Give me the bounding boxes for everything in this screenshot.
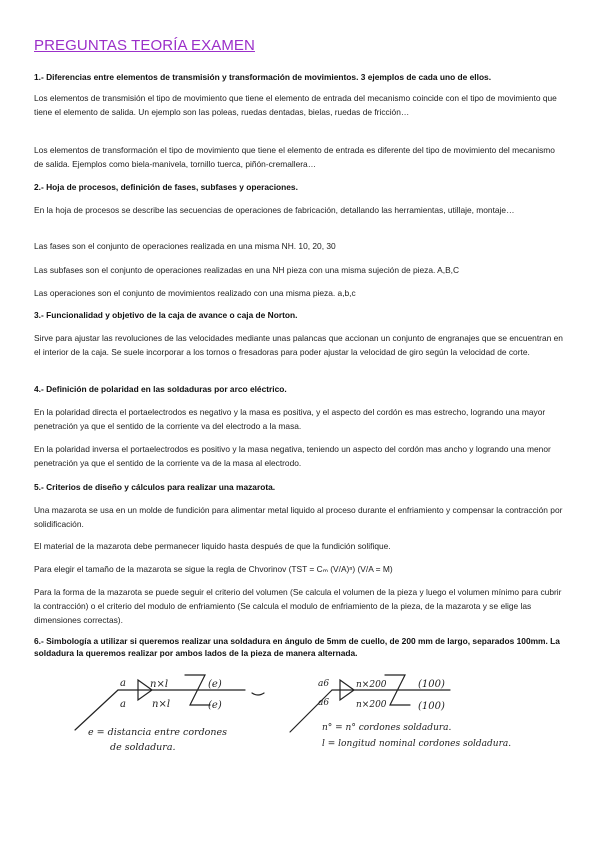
left-note-line-1: e = distancia entre cordones (88, 727, 227, 738)
question-4-heading: 4.- Definición de polaridad en las soldaduras por arco eléctrico. (34, 384, 287, 394)
question-2-heading: 2.- Hoja de procesos, definición de fases, subfases y operaciones. (34, 182, 298, 192)
question-2-paragraph-4: Las operaciones son el conjunto de movimientos realizado con una misma pieza. a,b,c (34, 288, 356, 298)
question-1-heading: 1.- Diferencias entre elementos de transmisión y transformación de movimientos. 3 ejemplos de cada uno de ellos. (34, 72, 492, 82)
left-arrow-tail-icon (252, 693, 264, 695)
question-6-heading: 6.- Simbología a utilizar si queremos realizar una soldadura en ángulo de 5mm de cuello, de 200 mm de largo, separados 100mm. La soldadura la queremos realizar por ambos lados de la pieza de manera alternada. (34, 636, 560, 658)
right-spacing-top: (100) (418, 679, 445, 690)
right-throat-bottom: a6 (318, 698, 330, 708)
right-note-line-1: n° = n° cordones soldadura. (322, 723, 452, 733)
question-2-paragraph-3: Las subfases son el conjunto de operaciones realizadas en una NH pieza con una misma sujeción de pieza. A,B,C (34, 265, 460, 275)
right-length-top: n×200 (356, 680, 387, 690)
question-4-paragraph-1: En la polaridad directa el portaelectrodos es negativo y la masa es positiva, y el aspecto del cordón es mas estrecho, logrando una mayor penetración ya que el sentido de la corriente va del electrodo a la masa. (34, 407, 546, 431)
left-spacing-top: (e) (208, 679, 222, 690)
right-spacing-bottom: (100) (418, 701, 445, 712)
question-5-heading: 5.- Criterios de diseño y cálculos para realizar una mazarota. (34, 482, 276, 492)
left-note-line-2: de soldadura. (110, 742, 176, 753)
page-title: PREGUNTAS TEORÍA EXAMEN (34, 37, 255, 54)
question-5-paragraph-3: Para elegir el tamaño de la mazarota se sigue la regla de Chvorinov (TST = Cₘ (V/A)ⁿ) (V/A = M) (34, 564, 393, 574)
left-spacing-bottom: (e) (208, 700, 222, 711)
left-arrow-line (75, 690, 118, 730)
question-4-paragraph-2: En la polaridad inversa el portaelectrodos es positivo y la masa negativa, teniendo un aspecto del cordón mas ancho y logrando una menor penetración ya que el sentido de la corriente va de la masa al electrodo. (34, 444, 551, 468)
welding-symbol-sketch (0, 660, 599, 770)
question-1-paragraph-2: Los elementos de transformación el tipo de movimiento que tiene el elemento de entrada es diferente del tipo de movimiento del mecanismo de salida. Ejemplos como biela-manivela, tornillo tuerca, piñón-cremallera… (34, 145, 555, 169)
right-note-line-2: l = longitud nominal cordones soldadura. (322, 739, 512, 749)
right-length-bottom: n×200 (356, 700, 387, 710)
question-5-paragraph-4: Para la forma de la mazarota se puede seguir el criterio del volumen (Se calcula el volumen de la pieza y luego el volumen mínimo para cubrir la contracción) o el criterio del modulo de enfriamiento (Se calcula el modulo de enfriamiento de la pieza, de la mazarota y se elige las dimensiones correctas). (34, 587, 562, 625)
right-throat-top: a6 (318, 679, 330, 689)
question-3-heading: 3.- Funcionalidad y objetivo de la caja de avance o caja de Norton. (34, 310, 298, 320)
question-3-paragraph-1: Sirve para ajustar las revoluciones de las velocidades mediante unas palancas que accionan un conjunto de engranajes que se encuentran en el interior de la caja. Se suele incorporar a los tornos o fresadoras para poder ajustar la velocidad de giro según la velocidad de corte. (34, 333, 563, 357)
left-throat-top: a (120, 678, 126, 689)
question-5-paragraph-1: Una mazarota se usa en un molde de fundición para alimentar metal liquido al proceso durante el enfriamiento y compensar la contracción por solidificación. (34, 505, 563, 529)
question-1-paragraph-1: Los elementos de transmisión el tipo de movimiento que tiene el elemento de entrada del mecanismo coincide con el tipo de movimiento que tiene el elemento de salida. Un ejemplo son las poleas, ruedas dentadas, bielas, ruedas de fricción… (34, 93, 557, 117)
left-length-bottom: n×l (152, 699, 171, 710)
left-throat-bottom: a (120, 699, 126, 710)
left-length-top: n×l (150, 679, 169, 690)
question-2-paragraph-2: Las fases son el conjunto de operaciones realizada en una misma NH. 10, 20, 30 (34, 241, 336, 251)
question-2-paragraph-1: En la hoja de procesos se describe las secuencias de operaciones de fabricación, detallando las herramientas, utillaje, montaje… (34, 205, 515, 215)
question-5-paragraph-2: El material de la mazarota debe permanecer liquido hasta después de que la fundición solifique. (34, 541, 391, 551)
